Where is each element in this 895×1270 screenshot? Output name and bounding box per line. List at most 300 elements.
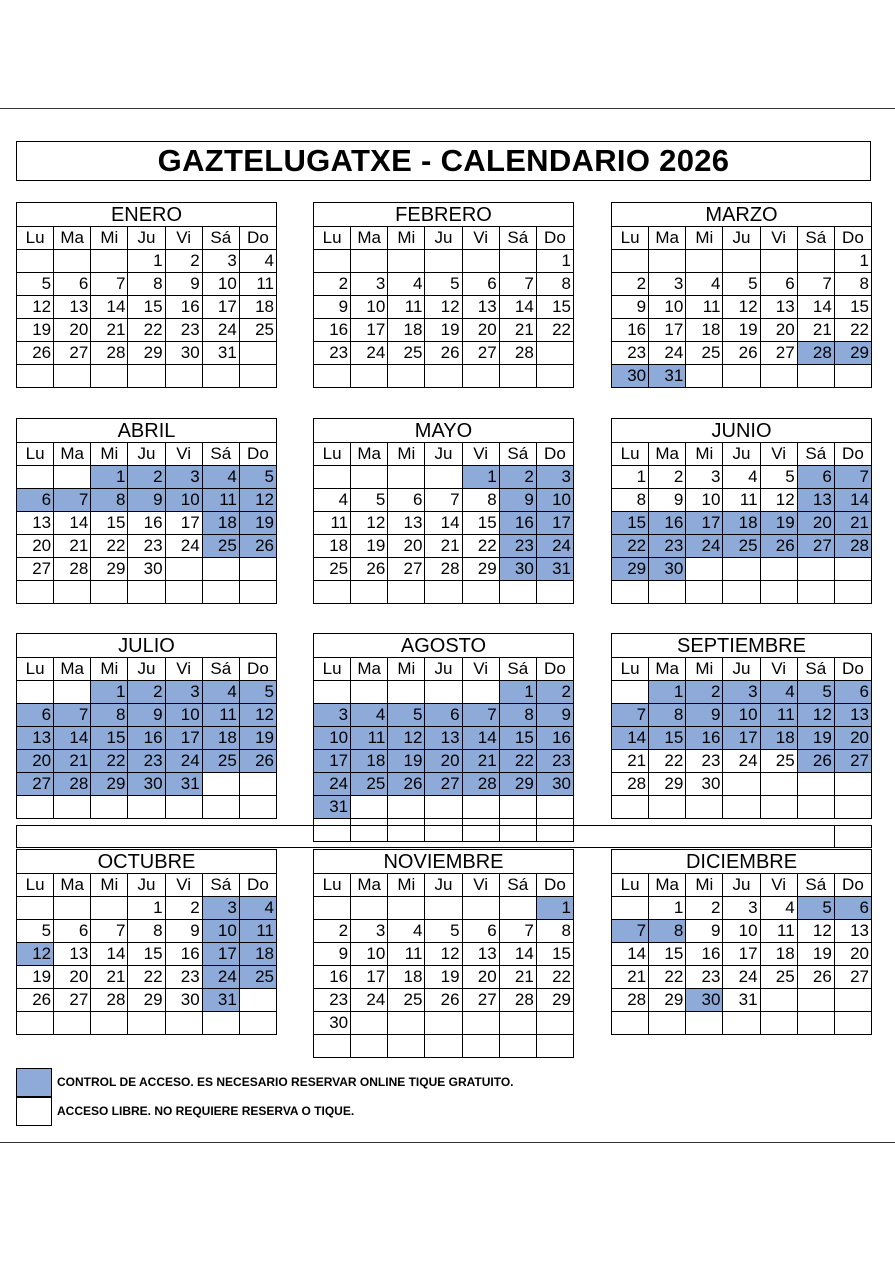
empty-cell [17,581,54,604]
empty-cell [203,773,240,796]
day-cell: 12 [17,296,54,319]
weekday-label: Vi [463,227,500,250]
empty-cell [612,897,649,920]
day-cell: 9 [166,920,203,943]
week-row [314,727,574,750]
day-cell: 29 [128,342,165,365]
empty-cell [761,581,798,604]
day-cell: 2 [686,897,723,920]
week-row [612,989,872,1012]
empty-cell [128,1012,165,1035]
day-cell: 7 [425,489,462,512]
empty-cell [425,466,462,489]
weekday-label: Do [835,658,872,681]
weekday-label: Lu [314,443,351,466]
empty-cell [166,1012,203,1035]
day-cell: 17 [649,319,686,342]
weekday-label: Vi [166,443,203,466]
day-cell: 15 [91,727,128,750]
day-cell: 31 [314,796,351,819]
day-cell: 14 [54,512,91,535]
day-cell: 5 [240,466,277,489]
day-cell: 11 [351,727,388,750]
week-row [612,1012,872,1035]
weekday-label: Mi [91,658,128,681]
day-cell: 15 [500,727,537,750]
empty-cell [388,581,425,604]
day-cell: 18 [203,727,240,750]
day-cell: 15 [128,943,165,966]
day-cell: 24 [314,773,351,796]
weekday-label: Vi [166,874,203,897]
empty-cell [203,1012,240,1035]
day-cell: 22 [463,535,500,558]
weekday-label: Do [240,227,277,250]
weekday-label: Sá [500,443,537,466]
day-cell: 11 [240,920,277,943]
weekday-label: Do [537,227,574,250]
day-cell: 10 [686,489,723,512]
day-cell: 5 [388,704,425,727]
empty-cell [351,1012,388,1035]
day-cell: 23 [314,342,351,365]
day-cell: 11 [388,943,425,966]
day-cell: 4 [240,250,277,273]
day-cell: 23 [500,535,537,558]
month-febrero [313,202,574,388]
weekday-label: Ju [425,658,462,681]
day-cell: 8 [537,273,574,296]
day-cell: 29 [835,342,872,365]
week-row [314,796,574,819]
weekday-label: Do [835,874,872,897]
day-cell: 9 [500,489,537,512]
day-cell: 27 [463,342,500,365]
empty-cell [314,365,351,388]
day-cell: 21 [500,966,537,989]
weekday-label: Do [835,227,872,250]
day-cell: 24 [351,989,388,1012]
weekday-label: Ma [649,443,686,466]
empty-cell [314,681,351,704]
empty-cell [425,250,462,273]
day-cell: 25 [723,535,760,558]
day-cell: 9 [314,943,351,966]
day-cell: 16 [128,727,165,750]
month-mayo [313,418,574,604]
week-row [314,1012,574,1035]
day-cell: 10 [351,943,388,966]
week-row [612,966,872,989]
day-cell: 28 [463,773,500,796]
day-cell: 29 [91,773,128,796]
day-cell: 4 [240,897,277,920]
day-cell: 4 [723,466,760,489]
day-cell: 26 [425,989,462,1012]
day-cell: 8 [649,704,686,727]
day-cell: 23 [166,966,203,989]
empty-cell [463,581,500,604]
day-cell: 3 [649,273,686,296]
day-cell: 18 [388,319,425,342]
weekday-label: Ju [128,227,165,250]
day-cell: 12 [240,704,277,727]
week-row [612,296,872,319]
week-row [17,558,277,581]
day-cell: 3 [723,897,760,920]
weekday-label: Sá [500,227,537,250]
day-cell: 20 [798,512,835,535]
day-cell: 25 [686,342,723,365]
week-row [314,920,574,943]
month-name: MAYO [314,419,574,443]
day-cell: 25 [314,558,351,581]
day-cell: 28 [91,342,128,365]
day-cell: 20 [54,319,91,342]
empty-cell [17,1012,54,1035]
month-name: NOVIEMBRE [314,850,574,874]
day-cell: 16 [314,966,351,989]
day-cell: 29 [649,989,686,1012]
empty-cell [425,897,462,920]
weekday-label: Vi [761,874,798,897]
week-row [314,989,574,1012]
week-row [17,273,277,296]
day-cell: 27 [835,966,872,989]
legend-text-free: ACCESO LIBRE. NO REQUIERE RESERVA O TIQUE. [57,1104,355,1118]
day-cell: 2 [537,681,574,704]
day-cell: 14 [500,296,537,319]
day-cell: 11 [203,489,240,512]
week-row [17,966,277,989]
day-cell: 13 [761,296,798,319]
day-cell: 22 [537,319,574,342]
weekday-label: Vi [761,443,798,466]
empty-cell [761,558,798,581]
weekday-label: Vi [166,227,203,250]
weekday-label: Ju [128,658,165,681]
day-cell: 21 [54,535,91,558]
weekday-label: Ma [649,658,686,681]
weekday-label: Do [240,443,277,466]
day-cell: 6 [761,273,798,296]
day-cell: 1 [128,897,165,920]
day-cell: 1 [537,897,574,920]
weekday-label: Ju [128,443,165,466]
weekday-label: Mi [686,874,723,897]
day-cell: 20 [835,727,872,750]
week-row [17,365,277,388]
day-cell: 6 [17,704,54,727]
weekday-label: Vi [761,658,798,681]
day-cell: 28 [54,773,91,796]
day-cell: 15 [91,512,128,535]
week-row [314,365,574,388]
empty-cell [425,681,462,704]
day-cell: 12 [723,296,760,319]
weekday-label: Vi [463,658,500,681]
day-cell: 12 [240,489,277,512]
empty-cell [500,897,537,920]
day-cell: 4 [686,273,723,296]
day-cell: 29 [91,558,128,581]
empty-cell [537,1012,574,1035]
legend-swatch-free [16,1097,52,1126]
empty-cell [723,581,760,604]
day-cell: 22 [537,966,574,989]
day-cell: 25 [240,966,277,989]
day-cell: 12 [351,512,388,535]
empty-cell [203,796,240,819]
day-cell: 17 [314,750,351,773]
empty-cell [240,1012,277,1035]
weekday-label: Ju [723,227,760,250]
month-agosto [313,633,574,842]
day-cell: 22 [612,535,649,558]
week-row [17,989,277,1012]
day-cell: 20 [17,750,54,773]
empty-cell [463,796,500,819]
empty-cell [463,1012,500,1035]
day-cell: 29 [463,558,500,581]
day-cell: 21 [425,535,462,558]
empty-cell [835,365,872,388]
day-cell: 7 [463,704,500,727]
weekday-label: Ju [723,658,760,681]
day-cell: 30 [612,365,649,388]
day-cell: 30 [500,558,537,581]
day-cell: 3 [166,681,203,704]
day-cell: 28 [54,558,91,581]
day-cell: 19 [723,319,760,342]
empty-cell [314,466,351,489]
day-cell: 21 [463,750,500,773]
week-row [17,727,277,750]
day-cell: 18 [388,966,425,989]
day-cell: 6 [835,897,872,920]
day-cell: 1 [835,250,872,273]
day-cell: 4 [351,704,388,727]
month-septiembre [611,633,872,819]
week-row [17,535,277,558]
day-cell: 19 [240,512,277,535]
weekday-label: Ju [425,227,462,250]
day-cell: 1 [649,681,686,704]
page-title: GAZTELUGATXE - CALENDARIO 2026 [16,141,871,181]
empty-cell [537,581,574,604]
empty-cell [388,1035,425,1058]
day-cell: 30 [686,773,723,796]
weekday-label: Do [835,443,872,466]
day-cell: 10 [351,296,388,319]
day-cell: 13 [17,727,54,750]
week-row [612,920,872,943]
empty-cell [240,342,277,365]
week-row [17,342,277,365]
day-cell: 29 [649,773,686,796]
weekday-header-row [314,227,574,250]
empty-cell [314,1035,351,1058]
empty-cell [723,1012,760,1035]
empty-cell [798,365,835,388]
day-cell: 30 [314,1012,351,1035]
day-cell: 30 [686,989,723,1012]
empty-cell [537,796,574,819]
empty-cell [798,1012,835,1035]
empty-cell [166,365,203,388]
empty-cell [54,1012,91,1035]
day-cell: 27 [425,773,462,796]
day-cell: 16 [649,512,686,535]
week-row [314,1035,574,1058]
day-cell: 13 [463,943,500,966]
weekday-label: Vi [761,227,798,250]
day-cell: 23 [686,750,723,773]
day-cell: 14 [612,943,649,966]
day-cell: 30 [128,558,165,581]
day-cell: 19 [240,727,277,750]
day-cell: 17 [351,966,388,989]
day-cell: 19 [425,319,462,342]
empty-cell [425,796,462,819]
day-cell: 3 [686,466,723,489]
weekday-label: Mi [686,443,723,466]
day-cell: 30 [537,773,574,796]
weekday-label: Ma [351,227,388,250]
day-cell: 3 [723,681,760,704]
empty-cell [54,796,91,819]
empty-cell [388,681,425,704]
day-cell: 19 [17,966,54,989]
day-cell: 16 [686,943,723,966]
empty-cell [537,342,574,365]
weekday-label: Sá [203,443,240,466]
day-cell: 31 [203,989,240,1012]
day-cell: 19 [388,750,425,773]
day-cell: 21 [91,319,128,342]
week-row [17,796,277,819]
day-cell: 27 [17,558,54,581]
day-cell: 19 [425,966,462,989]
day-cell: 26 [798,750,835,773]
day-cell: 13 [463,296,500,319]
empty-cell [723,365,760,388]
top-rule [0,108,895,109]
day-cell: 4 [203,466,240,489]
day-cell: 14 [425,512,462,535]
day-cell: 12 [798,920,835,943]
empty-cell [500,365,537,388]
empty-cell [649,1012,686,1035]
day-cell: 9 [686,920,723,943]
weekday-label: Sá [203,658,240,681]
day-cell: 1 [649,897,686,920]
empty-cell [128,796,165,819]
day-cell: 11 [240,273,277,296]
empty-cell [425,1012,462,1035]
day-cell: 18 [240,943,277,966]
day-cell: 20 [54,966,91,989]
day-cell: 5 [17,273,54,296]
day-cell: 3 [537,466,574,489]
day-cell: 24 [723,966,760,989]
weekday-label: Do [240,874,277,897]
day-cell: 9 [314,296,351,319]
day-cell: 25 [388,989,425,1012]
week-row [314,319,574,342]
day-cell: 4 [314,489,351,512]
week-row [612,704,872,727]
day-cell: 7 [54,489,91,512]
empty-cell [686,250,723,273]
week-row [314,558,574,581]
month-marzo [611,202,872,388]
month-name: ABRIL [17,419,277,443]
weekday-label: Lu [612,443,649,466]
day-cell: 26 [240,535,277,558]
day-cell: 7 [91,273,128,296]
day-cell: 17 [723,727,760,750]
day-cell: 6 [17,489,54,512]
day-cell: 30 [166,342,203,365]
day-cell: 31 [203,342,240,365]
week-row [612,319,872,342]
week-row [314,581,574,604]
empty-cell [128,365,165,388]
day-cell: 24 [537,535,574,558]
empty-cell [500,796,537,819]
day-cell: 16 [166,943,203,966]
weekday-label: Lu [314,227,351,250]
day-cell: 19 [798,943,835,966]
day-cell: 5 [723,273,760,296]
empty-cell [91,581,128,604]
day-cell: 25 [388,342,425,365]
day-cell: 2 [314,920,351,943]
empty-cell [351,681,388,704]
day-cell: 6 [54,273,91,296]
day-cell: 22 [128,319,165,342]
day-cell: 28 [612,773,649,796]
empty-cell [166,581,203,604]
weekday-label: Lu [17,443,54,466]
empty-cell [761,773,798,796]
day-cell: 27 [835,750,872,773]
weekday-label: Ma [54,874,91,897]
day-cell: 22 [91,750,128,773]
day-cell: 5 [798,897,835,920]
day-cell: 24 [203,966,240,989]
weekday-label: Lu [17,227,54,250]
day-cell: 13 [835,704,872,727]
day-cell: 16 [500,512,537,535]
day-cell: 14 [835,489,872,512]
weekday-label: Lu [17,658,54,681]
day-cell: 7 [835,466,872,489]
week-row [612,943,872,966]
day-cell: 24 [166,750,203,773]
day-cell: 3 [203,897,240,920]
weekday-label: Mi [388,443,425,466]
week-row [17,920,277,943]
empty-cell [91,250,128,273]
day-cell: 13 [798,489,835,512]
day-cell: 7 [612,920,649,943]
empty-cell [91,1012,128,1035]
empty-cell [463,1035,500,1058]
empty-cell [686,581,723,604]
empty-cell [351,466,388,489]
